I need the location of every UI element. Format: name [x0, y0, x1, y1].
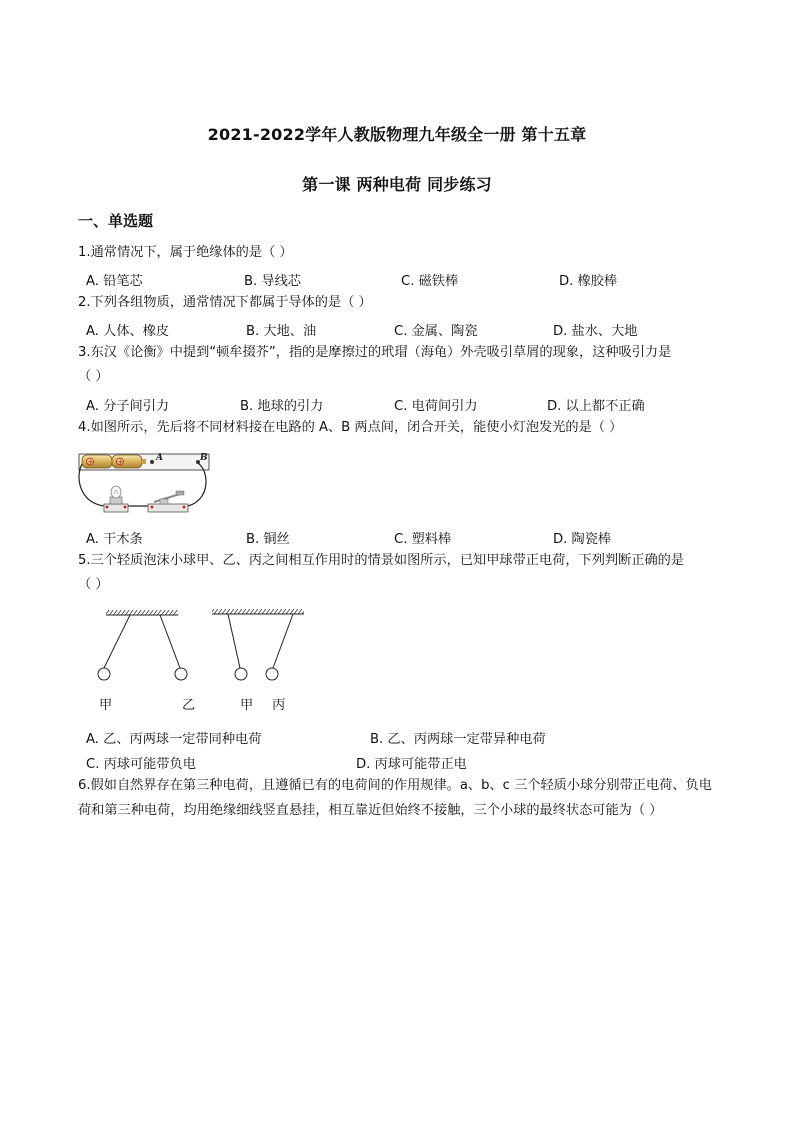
question-3-stem-line2: （ ）: [78, 369, 109, 384]
question-3-option-b[interactable]: B. 地球的引力: [240, 399, 324, 414]
ceiling-right: [212, 609, 304, 614]
question-1-option-a[interactable]: A. 铅笔芯: [86, 274, 143, 289]
ball-label-jia-2: 甲: [240, 698, 254, 713]
question-4-option-d[interactable]: D. 陶瓷棒: [553, 532, 612, 547]
question-1-option-c[interactable]: C. 磁铁棒: [401, 274, 459, 289]
terminal-a-icon: [150, 460, 154, 464]
switch-icon: [148, 491, 188, 512]
circuit-diagram: [76, 450, 216, 522]
question-1-option-b[interactable]: B. 导线芯: [244, 274, 301, 289]
question-3-stem-line1: 3.东汉《论衡》中提到“顿牟掇芥”，指的是摩擦过的玳瑁（海龟）外壳吸引草屑的现象，这种吸引力是: [78, 345, 672, 360]
question-4-option-c[interactable]: C. 塑料棒: [394, 532, 452, 547]
question-2-option-d[interactable]: D. 盐水、大地: [553, 324, 638, 339]
question-1-stem: 1.通常情况下，属于绝缘体的是（ ）: [78, 245, 293, 260]
question-3-option-a[interactable]: A. 分子间引力: [86, 399, 170, 414]
question-5-stem-line2: （ ）: [78, 577, 109, 592]
svg-text:+: +: [87, 458, 94, 466]
question-3-option-d[interactable]: D. 以上都不正确: [547, 399, 645, 414]
section-heading: 一、单选题: [78, 212, 154, 230]
question-2-option-c[interactable]: C. 金属、陶瓷: [394, 324, 478, 339]
question-6-stem-line1: 6.假如自然界存在第三种电荷，且遵循已有的电荷间的作用规律。a、b、c 三个轻质小球分别带正电荷、负电: [78, 778, 712, 793]
question-4-stem: 4.如图所示，先后将不同材料接在电路的 A、B 两点间，闭合开关，能使小灯泡发光的是（ ）: [78, 420, 623, 435]
thread: [273, 614, 293, 668]
document-title: 2021-2022学年人教版物理九年级全一册 第十五章: [207, 125, 587, 144]
question-2-option-a[interactable]: A. 人体、橡皮: [86, 324, 170, 339]
ball-label-yi: 乙: [182, 698, 196, 713]
ceiling-left: [106, 610, 178, 615]
question-2-stem: 2.下列各组物质，通常情况下都属于导体的是（ ）: [78, 295, 372, 310]
terminal-b-label: B: [200, 453, 208, 463]
pith-balls-diagram: [90, 604, 320, 690]
document-subtitle: 第一课 两种电荷 同步练习: [302, 175, 492, 194]
question-2-option-b[interactable]: B. 大地、油: [246, 324, 317, 339]
ball-label-jia-1: 甲: [99, 698, 113, 713]
thread: [228, 614, 240, 668]
battery-icon: [82, 455, 146, 468]
question-6-stem-line2: 荷和第三种电荷，均用绝缘细线竖直悬挂，相互靠近但始终不接触，三个小球的最终状态可能为（ ）: [78, 803, 663, 818]
ball-yi: [175, 668, 187, 680]
ball-jia: [235, 668, 247, 680]
question-5-option-d[interactable]: D. 丙球可能带正电: [356, 757, 467, 772]
ball-bing: [266, 668, 278, 680]
svg-text:+: +: [117, 458, 124, 466]
thread: [104, 615, 130, 668]
ball-label-bing: 丙: [272, 698, 286, 713]
question-4-option-b[interactable]: B. 铜丝: [246, 532, 290, 547]
terminal-a-label: A: [156, 453, 163, 463]
question-5-option-c[interactable]: C. 丙球可能带负电: [86, 757, 196, 772]
question-5-option-a[interactable]: A. 乙、丙两球一定带同种电荷: [86, 732, 262, 747]
ball-jia: [98, 668, 110, 680]
question-4-option-a[interactable]: A. 干木条: [86, 532, 143, 547]
question-5-stem-line1: 5.三个轻质泡沫小球甲、乙、丙之间相互作用时的情景如图所示，已知甲球带正电荷，下列判断正确的是: [78, 553, 685, 568]
question-5-option-b[interactable]: B. 乙、丙两球一定带异种电荷: [370, 732, 546, 747]
question-3-option-c[interactable]: C. 电荷间引力: [394, 399, 478, 414]
thread: [160, 615, 180, 668]
question-1-option-d[interactable]: D. 橡胶棒: [559, 274, 618, 289]
bulb-icon: [104, 486, 128, 512]
